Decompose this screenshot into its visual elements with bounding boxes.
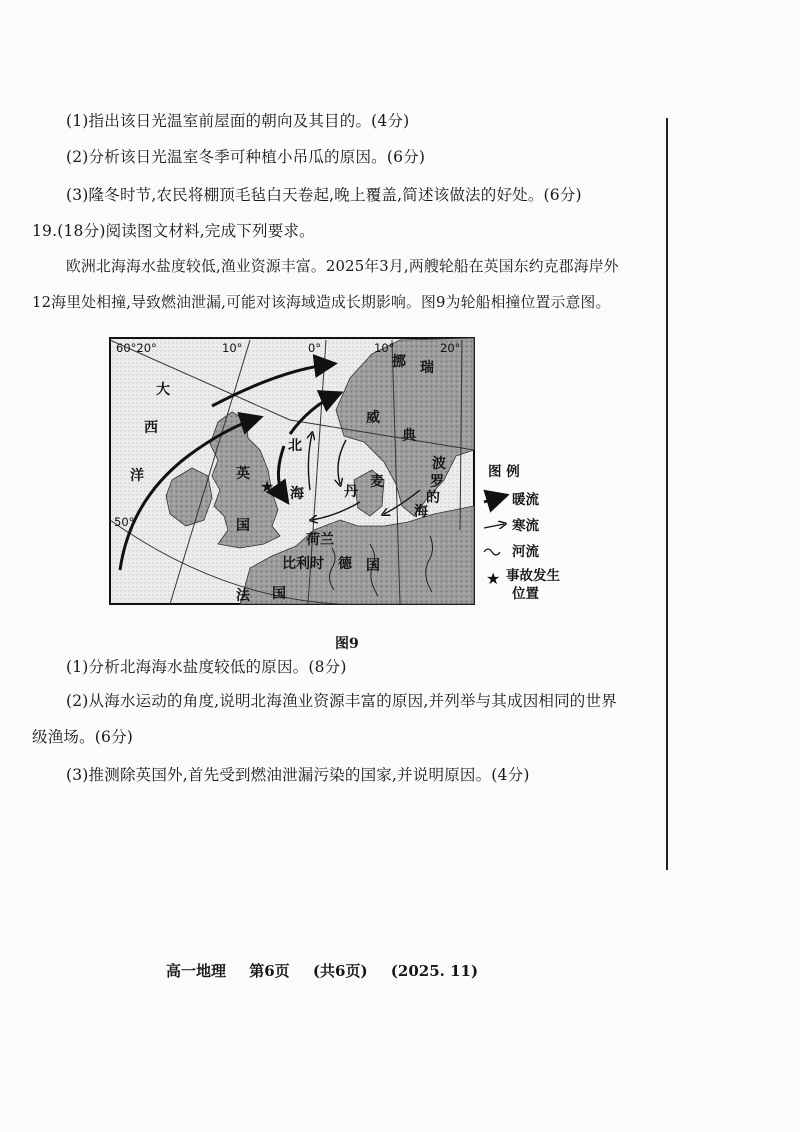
label-atlantic-1: 大 [156,382,170,398]
label-atlantic-3: 洋 [130,468,144,484]
question-18-1: (1)指出该日光温室前屋面的朝向及其目的。(4分) [66,112,410,130]
label-belgium: 比利时 [282,556,324,572]
page-footer [166,960,496,981]
legend-warm: 暖流 [512,492,539,508]
material-line-1: 欧洲北海海水盐度较低,渔业资源丰富。2025年3月,两艘轮船在英国东约克郡海岸外 [66,258,619,275]
label-baltic-4: 海 [414,504,428,520]
question-18-3: (3)隆冬时节,农民将棚顶毛毡白天卷起,晚上覆盖,简述该做法的好处。(6分) [66,186,582,204]
legend-cold: 寒流 [512,518,539,534]
footer-total: (共6页) [312,962,368,980]
label-sweden-2: 典 [402,428,416,444]
label-norway-2: 威 [366,410,380,426]
margin-rule [666,118,668,870]
footer-page: 第6页 [249,962,290,980]
question-19-3: (3)推测除英国外,首先受到燃油泄漏污染的国家,并说明原因。(4分) [66,766,530,784]
warm-current-legend-icon [484,496,504,502]
river-legend-icon [484,549,500,555]
question-19-2-line-1: (2)从海水运动的角度,说明北海渔业资源丰富的原因,并列举与其成因相同的世界 [66,692,617,710]
label-baltic-2: 罗 [430,474,444,490]
label-uk-2: 国 [236,518,250,534]
coord-50n: 50° [114,515,135,529]
legend-accident-2: 位置 [512,586,539,602]
coord-20e: 20° [440,341,461,355]
legend-accident-1: 事故发生 [506,568,560,584]
label-north-sea-1: 北 [288,438,302,454]
problem-19-header: 19.(18分)阅读图文材料,完成下列要求。 [32,222,315,240]
coord-10e: 10° [374,341,395,355]
cold-current-legend-icon [484,524,504,528]
material-line-2: 12海里处相撞,导致燃油泄漏,可能对该海域造成长期影响。图9为轮船相撞位置示意图。 [32,294,611,311]
label-germany-2: 国 [366,558,380,574]
label-north-sea-2: 海 [290,486,304,502]
coord-0: 0° [308,341,322,355]
footer-subject: 高一地理 [166,962,227,980]
label-france-2: 国 [272,586,286,602]
label-netherlands: 荷兰 [306,532,334,548]
accident-legend-star-icon: ★ [486,569,501,588]
label-sweden-1: 瑞 [420,360,434,376]
label-norway-1: 挪 [392,354,406,370]
label-germany-1: 德 [338,556,352,572]
map-legend [484,463,560,602]
label-atlantic-2: 西 [144,420,158,436]
label-uk-1: 英 [236,466,250,482]
figure-9-map [100,330,580,620]
legend-river: 河流 [512,544,539,560]
label-denmark-1: 丹 [344,484,358,500]
footer-date: (2025. 11) [390,962,479,980]
question-19-1: (1)分析北海海水盐度较低的原因。(8分) [66,658,347,676]
figure-caption: 图9 [335,636,359,652]
question-19-2-line-2: 级渔场。(6分) [32,728,134,746]
coord-top-left: 60°20° [116,341,157,355]
coord-10w: 10° [222,341,243,355]
label-france-1: 法 [236,588,250,604]
label-baltic-1: 波 [432,456,446,472]
label-baltic-3: 的 [426,490,440,506]
question-18-2: (2)分析该日光温室冬季可种植小吊瓜的原因。(6分) [66,148,426,166]
legend-title: 图 例 [488,464,520,480]
label-denmark-2: 麦 [370,474,384,490]
accident-star-icon: ★ [260,477,275,496]
